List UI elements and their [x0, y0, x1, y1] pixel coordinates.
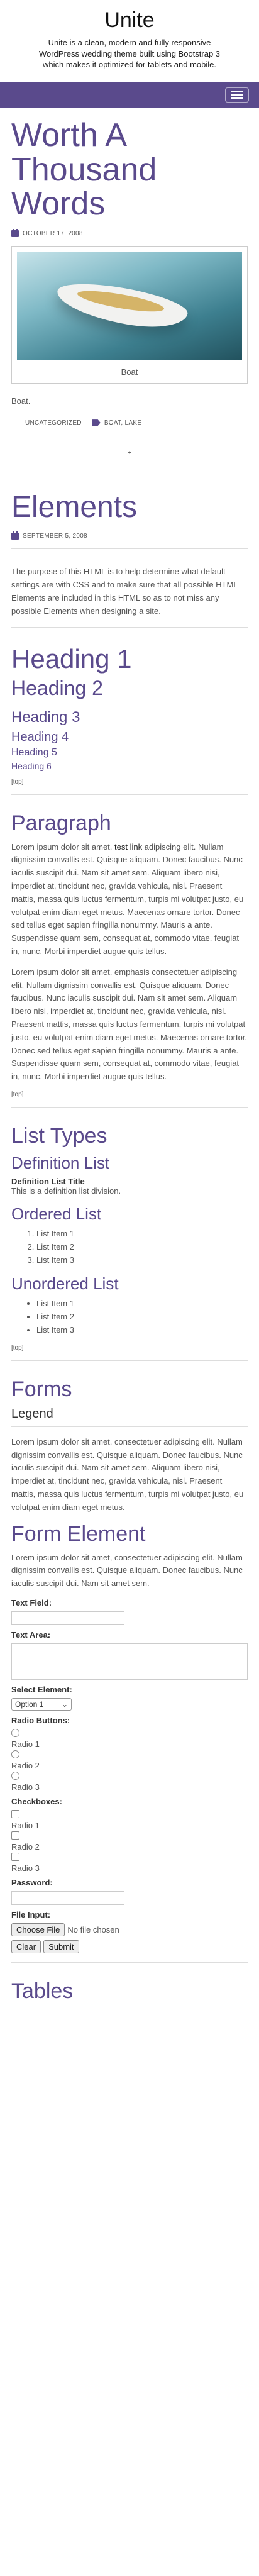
- chevron-down-icon: ⌄: [61, 1699, 68, 1709]
- form-legend: Legend: [11, 1407, 248, 1427]
- form-element-heading: Form Element: [11, 1521, 146, 1546]
- radio-label: Radio 2: [11, 1760, 40, 1770]
- menu-toggle-button[interactable]: [225, 87, 249, 103]
- checkbox-3[interactable]: [11, 1853, 19, 1861]
- unordered-list-heading: Unordered List: [11, 1274, 119, 1294]
- hamburger-bar-icon: [231, 97, 243, 99]
- image-caption: Boat: [121, 367, 138, 377]
- tables-heading: Tables: [11, 1979, 74, 2003]
- text-field-label: Text Field:: [11, 1597, 52, 1607]
- divider: [11, 1360, 248, 1361]
- radio-label: Radio 1: [11, 1739, 40, 1749]
- paragraph-text-end: adipiscing elit. Nullam dignissim convallis est. Quisque aliquam. Donec faucibus. Nunc iaculis suscipit dui. Nam sit amet sem. Aliquam libero nisi, imperdiet at, tincidunt nec, gravida vehicula, nisl. Praesent mattis, massa quis luctus fermentum, turpis mi volutpat justo, eu volutpat enim diam eget metus. Maecenas ornare tortor. Donec sed tellus eget sapien fringilla nonummy. Mauris a ante. Suspendisse quam sem, consequat at, commodo vitae, feugiat in, nunc. Morbi imperdiet augue quis tellus.: [11, 841, 244, 956]
- text-area-input[interactable]: [11, 1643, 248, 1680]
- divider: [11, 794, 248, 795]
- top-link[interactable]: [top]: [11, 1344, 24, 1352]
- checkboxes-label: Checkboxes:: [11, 1796, 62, 1806]
- radio-button-3[interactable]: [11, 1772, 19, 1780]
- legend-text: Lorem ipsum dolor sit amet, consectetuer adipiscing elit. Nullam dignissim convallis est. Quisque aliquam. Donec faucibus. Nunc iaculis suscipit dui. Nam sit amet sem. Aliquam libero nisi, imperdiet at, tincidunt nec, gravida vehicula, nisl. Praesent mattis, massa quis luctus fermentum, turpis mi volutpat justo, eu volutpat enim diam eget metus.: [11, 1436, 244, 1512]
- heading-2: Heading 2: [11, 676, 103, 699]
- site-title[interactable]: Unite: [104, 8, 155, 32]
- hamburger-bar-icon: [231, 94, 243, 96]
- main-content: [0, 118, 259, 2004]
- divider: [11, 1962, 248, 1963]
- post-date[interactable]: OCTOBER 17, 2008: [23, 230, 83, 237]
- paragraph-text: Lorem ipsum dolor sit amet, emphasis consectetuer adipiscing elit. Nullam dignissim convallis est. Quisque aliquam. Donec faucibus. Nunc iaculis suscipit dui. Nam sit amet sem. Aliquam libero nisi, imperdiet at, tincidunt nec, gravida vehicula, nisl. Praesent mattis, massa quis luctus fermentum, turpis mi volutpat justo, eu volutpat enim diam eget metus. Maecenas ornare tortor. Donec sed tellus eget sapien fringilla nonummy. Mauris a ante. Suspendisse quam sem, consequat at, commodo vitae, feugiat in, nunc. Morbi imperdiet augue quis tellus.: [11, 967, 248, 1082]
- heading-4: Heading 4: [11, 730, 69, 744]
- unordered-list: [11, 1297, 248, 1336]
- checkbox-label: Radio 2: [11, 1841, 40, 1852]
- list-item: • List Item 3: [36, 1324, 248, 1337]
- image-figure: [11, 246, 248, 384]
- paragraph-text-start: Lorem ipsum dolor sit amet,: [11, 841, 115, 852]
- text-field-input[interactable]: [11, 1611, 124, 1625]
- post-date[interactable]: SEPTEMBER 5, 2008: [23, 533, 87, 540]
- post-title[interactable]: Worth A Thousand Words: [11, 117, 157, 223]
- definition-description: This is a definition list division.: [11, 1185, 121, 1196]
- post-intro: The purpose of this HTML is to help determine what default settings are with CSS and to make sure that all possible HTML Elements are included in this HTML so as to not miss any possible Elements when designing a site.: [11, 567, 238, 616]
- definition-title: Definition List Title: [11, 1176, 85, 1186]
- category-link[interactable]: UNCATEGORIZED: [25, 419, 82, 426]
- list-item: 3. List Item 3: [36, 1254, 248, 1267]
- ordered-list: [11, 1228, 248, 1267]
- file-input: [11, 1923, 248, 1936]
- site-description: Unite is a clean, modern and fully responsive WordPress wedding theme built using Bootstrap 3 which makes it optimized for tablets and mobile.: [38, 38, 221, 70]
- divider: [11, 627, 248, 628]
- select-label: Select Element:: [11, 1684, 72, 1694]
- boat-image[interactable]: [17, 252, 242, 360]
- divider: [11, 548, 248, 549]
- top-link[interactable]: [top]: [11, 778, 24, 786]
- post-body: Boat.: [11, 396, 31, 406]
- navbar: [0, 82, 259, 108]
- post-title[interactable]: Elements: [11, 490, 138, 524]
- tag-links[interactable]: BOAT, LAKE: [104, 419, 142, 426]
- heading-3: Heading 3: [11, 708, 80, 726]
- radio-label: Radio 3: [11, 1782, 40, 1792]
- file-input-label: File Input:: [11, 1909, 51, 1919]
- checkbox-1[interactable]: [11, 1810, 19, 1818]
- post-meta: [11, 230, 248, 237]
- choose-file-button[interactable]: Choose File: [11, 1923, 65, 1936]
- paragraph-heading: Paragraph: [11, 811, 111, 835]
- post-meta: [11, 533, 248, 540]
- divider: [11, 1107, 248, 1108]
- heading-1: Heading 1: [11, 643, 132, 674]
- checkbox-2[interactable]: [11, 1831, 19, 1840]
- text-area-label: Text Area:: [11, 1629, 51, 1640]
- list-item: 1. List Item 1: [36, 1228, 248, 1241]
- heading-6: Heading 6: [11, 760, 52, 771]
- form-element-text: Lorem ipsum dolor sit amet, consectetuer adipiscing elit. Nullam dignissim convallis est. Quisque aliquam. Donec faucibus. Nunc iaculis suscipit dui. Nam sit amet sem.: [11, 1552, 243, 1589]
- list-item: • List Item 2: [36, 1311, 248, 1324]
- calendar-icon: [11, 533, 19, 540]
- password-label: Password:: [11, 1877, 53, 1887]
- list-item: • List Item 1: [36, 1297, 248, 1311]
- radio-button-1[interactable]: [11, 1729, 19, 1737]
- select-element[interactable]: [11, 1698, 72, 1711]
- definition-list-heading: Definition List: [11, 1153, 110, 1172]
- paragraph-text: [11, 841, 248, 958]
- calendar-icon: [11, 230, 19, 237]
- tag-icon: [92, 419, 101, 426]
- radio-button-2[interactable]: [11, 1750, 19, 1758]
- clear-button[interactable]: Clear: [11, 1940, 41, 1953]
- radio-buttons-label: Radio Buttons:: [11, 1715, 70, 1725]
- file-status: No file chosen: [67, 1924, 119, 1935]
- select-value: Option 1: [15, 1699, 44, 1709]
- heading-5: Heading 5: [11, 747, 57, 758]
- checkbox-label: Radio 3: [11, 1863, 40, 1873]
- post-footer: [25, 419, 248, 426]
- list-types-heading: List Types: [11, 1123, 107, 1148]
- checkbox-label: Radio 1: [11, 1820, 40, 1830]
- submit-button[interactable]: Submit: [43, 1940, 79, 1953]
- hamburger-bar-icon: [231, 91, 243, 92]
- site-header: [0, 0, 259, 75]
- ordered-list-heading: Ordered List: [11, 1204, 102, 1223]
- post-separator: ◆: [128, 450, 131, 455]
- test-link[interactable]: test link: [114, 841, 143, 852]
- top-link[interactable]: [top]: [11, 1091, 24, 1098]
- form-buttons: [11, 1940, 248, 1953]
- list-item: 2. List Item 2: [36, 1241, 248, 1254]
- forms-heading: Forms: [11, 1377, 72, 1401]
- password-input[interactable]: [11, 1891, 124, 1905]
